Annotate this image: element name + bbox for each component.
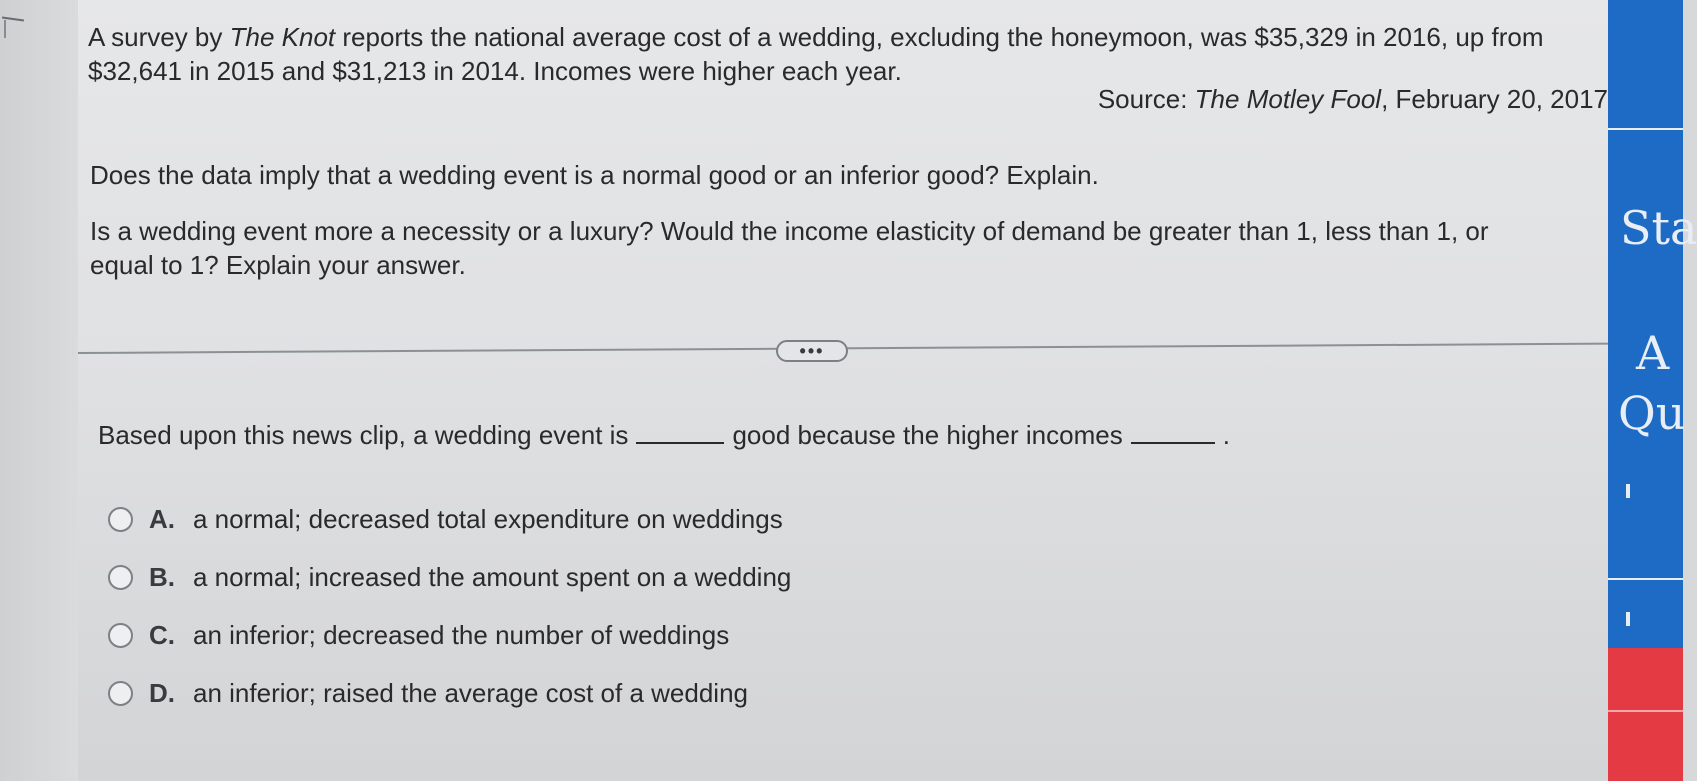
choice-text: a normal; decreased total expenditure on weddings (193, 503, 783, 534)
source-label: Source: (1097, 84, 1195, 114)
edge-line (4, 20, 6, 38)
expand-more-button[interactable]: ••• (776, 340, 848, 362)
question-page (78, 0, 1608, 781)
choice-text: an inferior; decreased the number of weddings (193, 619, 730, 650)
source-date: , February 20, 2017 (1381, 84, 1608, 114)
answer-blank-1 (636, 420, 724, 444)
panel-heading-text: Sta (1620, 201, 1697, 255)
choice-text: an inferior; raised the average cost of a wedding (193, 677, 749, 708)
panel-notch (1626, 484, 1630, 498)
choice-d[interactable] (108, 664, 791, 722)
intro-text-end: reports the national average cost of a wedding, excluding the honeymoon, was $35,329 in 2016, up from $32,641 in 2015 and $31,213 in 2014. Incomes were higher each year. (88, 22, 1544, 86)
question-part-2: Is a wedding event more a necessity or a luxury? Would the income elasticity of demand be greater than 1, less than 1, or equal to 1? Explain your answer. (90, 216, 1489, 280)
radio-button-c[interactable] (108, 623, 133, 648)
choice-a[interactable] (108, 490, 791, 548)
answer-blank-2 (1131, 420, 1215, 444)
source-citation (78, 82, 1608, 116)
left-sidebar-edge (0, 0, 78, 781)
fill-in-prompt (98, 418, 1230, 452)
radio-button-b[interactable] (108, 565, 133, 590)
prompt-text-3: . (1222, 420, 1230, 450)
alert-divider (1608, 710, 1683, 712)
choice-letter: D. (149, 677, 175, 708)
radio-button-d[interactable] (108, 681, 133, 706)
panel-label-text: A (1636, 326, 1670, 380)
panel-label-text-2: Qu (1618, 386, 1686, 440)
alert-block (1608, 648, 1683, 781)
prompt-text-2: good because the higher incomes (732, 420, 1123, 450)
choice-text: a normal; increased the amount spent on a wedding (193, 561, 792, 592)
question-intro (88, 20, 1588, 88)
choice-letter: A. (149, 503, 175, 534)
panel-divider (1608, 578, 1683, 580)
choice-b[interactable] (108, 548, 791, 606)
panel-divider (1608, 128, 1683, 130)
intro-text-start: A survey by (88, 22, 230, 52)
source-name: The Motley Fool (1194, 84, 1382, 114)
choice-letter: B. (149, 561, 175, 592)
intro-publication-name: The Knot (229, 22, 336, 52)
choice-letter: C. (149, 619, 175, 650)
answer-choices (108, 490, 791, 722)
panel-notch (1626, 612, 1630, 626)
radio-button-a[interactable] (108, 507, 133, 532)
choice-c[interactable] (108, 606, 791, 664)
right-side-panel (1608, 0, 1697, 781)
question-part-1: Does the data imply that a wedding event is a normal good or an inferior good? Explain. (90, 160, 1099, 190)
prompt-text-1: Based upon this news clip, a wedding event is (98, 420, 629, 450)
